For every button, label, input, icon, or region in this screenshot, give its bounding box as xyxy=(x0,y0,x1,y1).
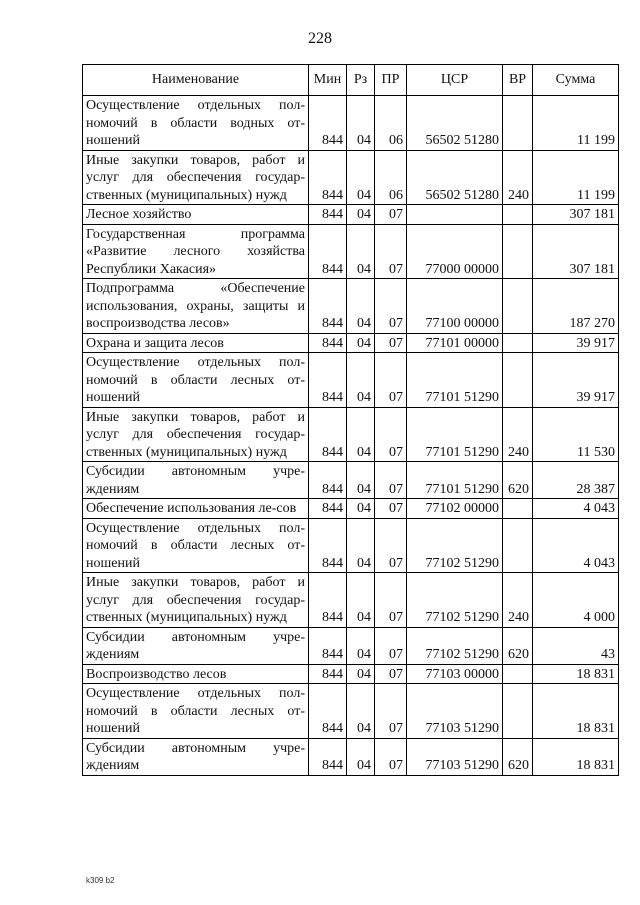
row-sum-cell: 18 831 xyxy=(533,738,619,775)
row-name-cell: Обеспечение использования ле-сов xyxy=(83,499,309,519)
row-rz-cell: 04 xyxy=(347,738,375,775)
row-min-cell: 844 xyxy=(309,150,347,205)
table-row xyxy=(83,664,619,684)
row-csr-cell: 77102 51290 xyxy=(407,518,503,573)
row-min-cell: 844 xyxy=(309,499,347,519)
row-name-cell: Осуществление отдельных пол-номочий в области водных от-ношений xyxy=(83,96,309,151)
row-rz-cell: 04 xyxy=(347,279,375,334)
header-pr: ПР xyxy=(375,65,407,96)
header-csr: ЦСР xyxy=(407,65,503,96)
row-pr-cell: 07 xyxy=(375,499,407,519)
row-sum-cell: 307 181 xyxy=(533,224,619,279)
row-sum-cell: 18 831 xyxy=(533,684,619,739)
row-csr-cell: 77102 51290 xyxy=(407,573,503,628)
row-name-cell: Государственная программа «Развитие лесного хозяйства Республики Хакасия» xyxy=(83,224,309,279)
row-name-cell: Иные закупки товаров, работ и услуг для обеспечения государ-ственных (муниципальных) нужд xyxy=(83,573,309,628)
row-sum-cell: 4 043 xyxy=(533,499,619,519)
page-number: 228 xyxy=(308,30,332,47)
row-min-cell: 844 xyxy=(309,224,347,279)
row-sum-cell: 11 199 xyxy=(533,96,619,151)
row-name-cell: Воспроизводство лесов xyxy=(83,664,309,684)
row-rz-cell: 04 xyxy=(347,96,375,151)
row-vr-cell xyxy=(503,224,533,279)
row-rz-cell: 04 xyxy=(347,499,375,519)
header-sum: Сумма xyxy=(533,65,619,96)
row-name-cell: Субсидии автономным учре-ждениям xyxy=(83,627,309,664)
row-csr-cell: 77101 51290 xyxy=(407,407,503,462)
table-row xyxy=(83,224,619,279)
row-name-cell: Субсидии автономным учре-ждениям xyxy=(83,738,309,775)
row-min-cell: 844 xyxy=(309,664,347,684)
row-rz-cell: 04 xyxy=(347,518,375,573)
table-row xyxy=(83,573,619,628)
budget-table xyxy=(82,64,619,776)
row-name-cell: Иные закупки товаров, работ и услуг для обеспечения государ-ственных (муниципальных) нужд xyxy=(83,407,309,462)
row-min-cell: 844 xyxy=(309,279,347,334)
row-pr-cell: 07 xyxy=(375,627,407,664)
row-min-cell: 844 xyxy=(309,96,347,151)
table-row xyxy=(83,96,619,151)
row-rz-cell: 04 xyxy=(347,462,375,499)
row-min-cell: 844 xyxy=(309,462,347,499)
row-vr-cell: 240 xyxy=(503,407,533,462)
row-vr-cell xyxy=(503,279,533,334)
row-name-cell: Иные закупки товаров, работ и услуг для обеспечения государ-ственных (муниципальных) нужд xyxy=(83,150,309,205)
row-sum-cell: 28 387 xyxy=(533,462,619,499)
row-csr-cell: 77103 51290 xyxy=(407,684,503,739)
row-rz-cell: 04 xyxy=(347,333,375,353)
row-pr-cell: 07 xyxy=(375,353,407,408)
row-name-cell: Осуществление отдельных пол-номочий в области лесных от-ношений xyxy=(83,684,309,739)
table-row xyxy=(83,333,619,353)
row-sum-cell: 43 xyxy=(533,627,619,664)
row-vr-cell xyxy=(503,96,533,151)
row-pr-cell: 07 xyxy=(375,205,407,225)
row-sum-cell: 187 270 xyxy=(533,279,619,334)
row-sum-cell: 11 530 xyxy=(533,407,619,462)
row-min-cell: 844 xyxy=(309,573,347,628)
row-csr-cell: 77102 51290 xyxy=(407,627,503,664)
row-csr-cell: 56502 51280 xyxy=(407,96,503,151)
row-pr-cell: 07 xyxy=(375,738,407,775)
header-vr: ВР xyxy=(503,65,533,96)
table-row xyxy=(83,684,619,739)
table-row xyxy=(83,353,619,408)
header-min: Мин xyxy=(309,65,347,96)
row-min-cell: 844 xyxy=(309,627,347,664)
table-row xyxy=(83,738,619,775)
table-row xyxy=(83,279,619,334)
row-pr-cell: 07 xyxy=(375,462,407,499)
row-rz-cell: 04 xyxy=(347,627,375,664)
row-name-cell: Осуществление отдельных пол-номочий в области лесных от-ношений xyxy=(83,353,309,408)
row-rz-cell: 04 xyxy=(347,684,375,739)
row-csr-cell xyxy=(407,205,503,225)
row-vr-cell: 240 xyxy=(503,150,533,205)
row-sum-cell: 39 917 xyxy=(533,353,619,408)
row-pr-cell: 07 xyxy=(375,407,407,462)
row-sum-cell: 4 043 xyxy=(533,518,619,573)
row-csr-cell: 77000 00000 xyxy=(407,224,503,279)
row-min-cell: 844 xyxy=(309,738,347,775)
row-sum-cell: 4 000 xyxy=(533,573,619,628)
row-csr-cell: 56502 51280 xyxy=(407,150,503,205)
row-min-cell: 844 xyxy=(309,333,347,353)
table-row xyxy=(83,518,619,573)
row-min-cell: 844 xyxy=(309,407,347,462)
table-row xyxy=(83,627,619,664)
row-vr-cell xyxy=(503,499,533,519)
row-vr-cell: 620 xyxy=(503,627,533,664)
row-csr-cell: 77102 00000 xyxy=(407,499,503,519)
row-name-cell: Лесное хозяйство xyxy=(83,205,309,225)
row-pr-cell: 06 xyxy=(375,150,407,205)
row-vr-cell xyxy=(503,664,533,684)
row-vr-cell xyxy=(503,333,533,353)
row-name-cell: Субсидии автономным учре-ждениям xyxy=(83,462,309,499)
row-name-cell: Осуществление отдельных пол-номочий в области лесных от-ношений xyxy=(83,518,309,573)
row-pr-cell: 07 xyxy=(375,573,407,628)
row-rz-cell: 04 xyxy=(347,353,375,408)
row-csr-cell: 77103 00000 xyxy=(407,664,503,684)
row-sum-cell: 18 831 xyxy=(533,664,619,684)
row-min-cell: 844 xyxy=(309,684,347,739)
table-row xyxy=(83,150,619,205)
row-vr-cell xyxy=(503,353,533,408)
row-sum-cell: 307 181 xyxy=(533,205,619,225)
row-sum-cell: 11 199 xyxy=(533,150,619,205)
row-vr-cell: 240 xyxy=(503,573,533,628)
footer-code: k309 b2 xyxy=(86,876,115,885)
header-rz: Рз xyxy=(347,65,375,96)
row-csr-cell: 77103 51290 xyxy=(407,738,503,775)
row-vr-cell xyxy=(503,205,533,225)
row-csr-cell: 77100 00000 xyxy=(407,279,503,334)
row-sum-cell: 39 917 xyxy=(533,333,619,353)
row-rz-cell: 04 xyxy=(347,224,375,279)
row-rz-cell: 04 xyxy=(347,573,375,628)
row-vr-cell xyxy=(503,684,533,739)
row-pr-cell: 07 xyxy=(375,333,407,353)
row-rz-cell: 04 xyxy=(347,664,375,684)
row-vr-cell: 620 xyxy=(503,738,533,775)
table-header-row xyxy=(83,65,619,96)
row-vr-cell xyxy=(503,518,533,573)
row-name-cell: Охрана и защита лесов xyxy=(83,333,309,353)
row-rz-cell: 04 xyxy=(347,407,375,462)
row-min-cell: 844 xyxy=(309,205,347,225)
row-vr-cell: 620 xyxy=(503,462,533,499)
row-pr-cell: 07 xyxy=(375,224,407,279)
row-min-cell: 844 xyxy=(309,518,347,573)
table-row xyxy=(83,499,619,519)
table-row xyxy=(83,462,619,499)
row-pr-cell: 07 xyxy=(375,518,407,573)
row-csr-cell: 77101 51290 xyxy=(407,353,503,408)
row-rz-cell: 04 xyxy=(347,205,375,225)
row-rz-cell: 04 xyxy=(347,150,375,205)
row-name-cell: Подпрограмма «Обеспечение использования, охраны, защиты и воспроизводства лесов» xyxy=(83,279,309,334)
row-pr-cell: 07 xyxy=(375,279,407,334)
row-csr-cell: 77101 00000 xyxy=(407,333,503,353)
row-pr-cell: 06 xyxy=(375,96,407,151)
table-row xyxy=(83,205,619,225)
row-min-cell: 844 xyxy=(309,353,347,408)
row-pr-cell: 07 xyxy=(375,664,407,684)
row-pr-cell: 07 xyxy=(375,684,407,739)
table-row xyxy=(83,407,619,462)
header-name: Наименование xyxy=(83,65,309,96)
row-csr-cell: 77101 51290 xyxy=(407,462,503,499)
